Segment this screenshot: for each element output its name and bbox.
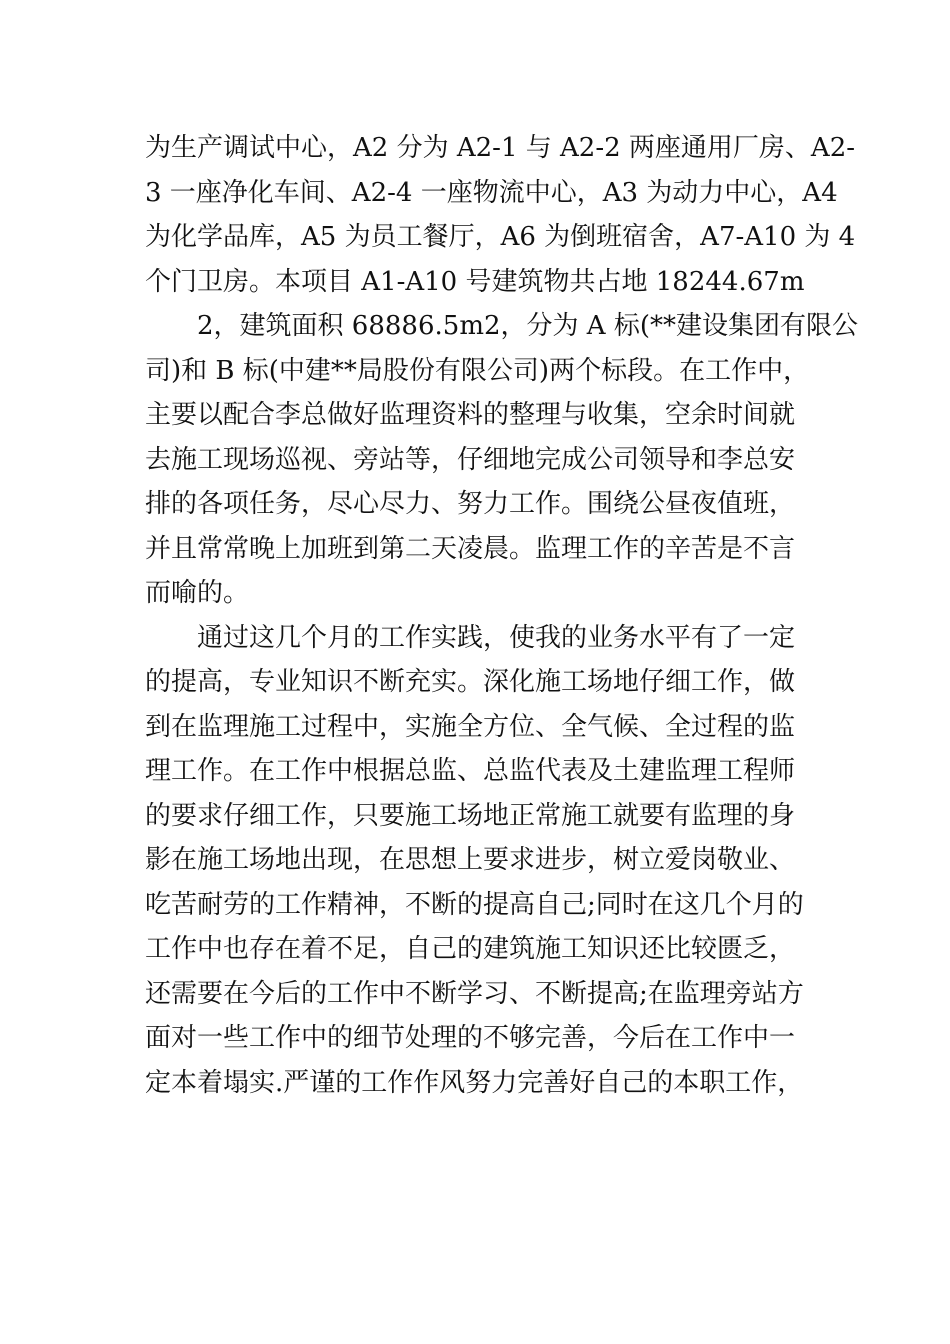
text-line: 定本着塌实.严谨的工作作风努力完善好自己的本职工作，: [145, 1067, 804, 1098]
paragraph-3: [145, 616, 815, 1106]
document-body: [145, 126, 858, 1105]
text-line: 排的各项任务，尽心尽力、努力工作。围绕公昼夜值班，: [145, 489, 796, 519]
text-line: 工作中也存在着不足，自己的建筑施工知识还比较匮乏，: [145, 934, 796, 964]
text-line: 并且常常晚上加班到第二天凌晨。监理工作的辛苦是不言: [145, 533, 796, 564]
text-line: 还需要在今后的工作中不断学习、不断提高;在监理旁站方: [145, 978, 804, 1009]
text-line: 吃苦耐劳的工作精神，不断的提高自己;同时在这几个月的: [145, 889, 804, 920]
paragraph-1: [145, 126, 856, 304]
text-line: 3 一座净化车间、A2-4 一座物流中心，A3 为动力中心，A4: [145, 177, 838, 208]
paragraph-2: [145, 304, 858, 616]
text-line: 个门卫房。本项目 A1-A10 号建筑物共占地 18244.67m: [145, 266, 805, 297]
text-line: 为生产调试中心，A2 分为 A2-1 与 A2-2 两座通用厂房、A2-: [145, 133, 856, 163]
text-line: 理工作。在工作中根据总监、总监代表及土建监理工程师: [145, 756, 796, 786]
text-line: 去施工现场巡视、旁站等，仔细地完成公司领导和李总安: [145, 444, 796, 475]
text-line: 为化学品库，A5 为员工餐厅，A6 为倒班宿舍，A7-A10 为 4: [145, 222, 856, 252]
text-line: 的提高，专业知识不断充实。深化施工场地仔细工作，做: [145, 667, 796, 697]
text-line: 通过这几个月的工作实践，使我的业务水平有了一定: [197, 622, 796, 653]
text-line: 2，建筑面积 68886.5m2，分为 A 标(**建设集团有限公: [197, 311, 858, 341]
text-line: 到在监理施工过程中，实施全方位、全气候、全过程的监: [145, 711, 796, 742]
text-line: 面对一些工作中的细节处理的不够完善，今后在工作中一: [145, 1023, 796, 1053]
text-line: 的要求仔细工作，只要施工场地正常施工就要有监理的身: [145, 800, 796, 831]
text-line: 司)和 B 标(中建**局股份有限公司)两个标段。在工作中，: [145, 355, 810, 386]
text-line: 主要以配合李总做好监理资料的整理与收集，空余时间就: [145, 400, 796, 430]
text-line: 而喻的。: [145, 578, 250, 608]
text-line: 影在施工场地出现，在思想上要求进步，树立爱岗敬业、: [145, 845, 796, 875]
